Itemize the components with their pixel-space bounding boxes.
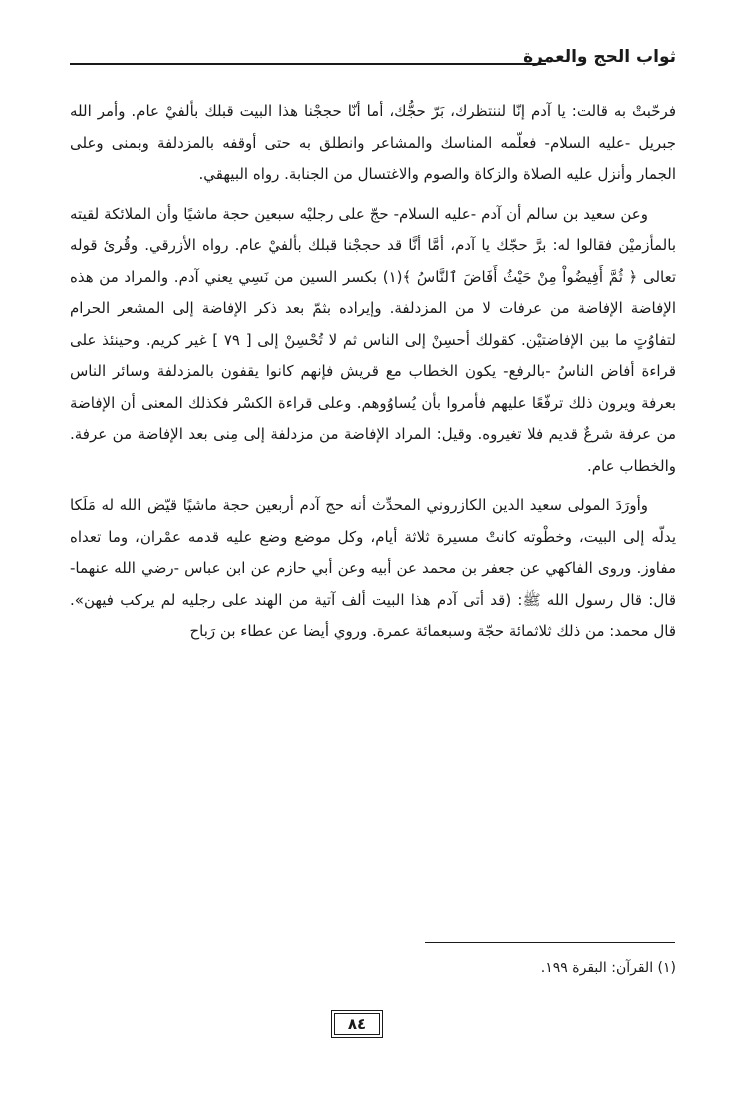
paragraph: وأورَدَ المولى سعيد الدين الكازروني المحدِّث أنه حج آدم أربعين حجة ماشيًا قيّض الله له مَلَكا يدلّه إلى البيت، وخطْوته كانتْ مسيرة ثلاثة أيام، وكل موضع وضع عليه قدمه عمْران، وما تعداه مفاوز. وروى الفاكهي عن جعفر بن محمد عن أبيه وعن أبي حازم عن ابن عباس -رضي الله عنهما- قال: قال رسول الله ﷺ: (قد أتى آدم هذا البيت ألف آتية من الهند على رجليه لم يركب فيهن». قال محمد: من ذلك ثلاثمائة حجّة وسبعمائة عمرة. وروي أيضا عن عطاء بن رَباح [70,496,676,640]
paragraph: وعن سعيد بن سالم أن آدم -عليه السلام- حجّ على رجليْه سبعين حجة ماشيًا وأن الملائكة لقيته بالمأزميْن فقالوا له: برَّ حجّك يا آدم، أمَّا أنَّا قد حججْنا قبلك بألفيْ عام. رواه الأزرقي. وقُرئ قوله تعالى ﴿ ثُمَّ أَفِيضُواْ مِنْ حَيْثُ أَفَاضَ ٱلنَّاسُ ﴾(١) بكسر السين من نَسِي يعني آدم. والمراد من هذه الإفاضة الإفاضة من عرفات لا من المزدلفة. وإيراده بثمّ بعد ذكر الإفاضة إلى المشعر الحرام لتفاوُتٍ ما بين الإفاضتيْن. كقولك أحسِنْ إلى الناس ثم لا تُحْسِنْ إلى [ ٧٩ ] غير كريم. وحينئذ على قراءة أفاض الناسُ -بالرفع- يكون الخطاب مع قريش فإنهم كانوا يقفون بالمزدلفة وسائر الناس بعرفة ويرون ذلك ترفّعًا عليهم فأمروا بأن يُساوُوهم. وعلى قراءة الكسْر فكذلك المعنى أن الإفاضة من عرفة شرعٌ قديم فلا تغيروه. وقيل: المراد الإفاضة من مزدلفة إلى مِنى بعد الإفاضة من عرفة. والخطاب عام. [70,204,677,475]
header-rule [70,63,546,65]
footnote-rule [425,942,675,943]
main-text [70,96,676,656]
page-header-title: ثواب الحج والعمرة [523,47,676,67]
paragraph: فرحّبتْ به قالت: يا آدم إنّا لننتظرك، بَرّ حجُّك، أما أنّا حججْنا هذا البيت قبلك بألفيْ عام. وأمر الله جبريل -عليه السلام- فعلّمه المناسك والمشاعر وانطلق به حتى أوقفه بالمزدلفة وبمنى وعلى الجمار وأنزل عليه الصلاة والزكاة والصوم والاغتسال من الجنابة. رواه البيهقي. [70,102,676,183]
footnote: (١) القرآن: البقرة ١٩٩. [540,960,676,976]
page-number: ٨٤ [331,1010,383,1038]
